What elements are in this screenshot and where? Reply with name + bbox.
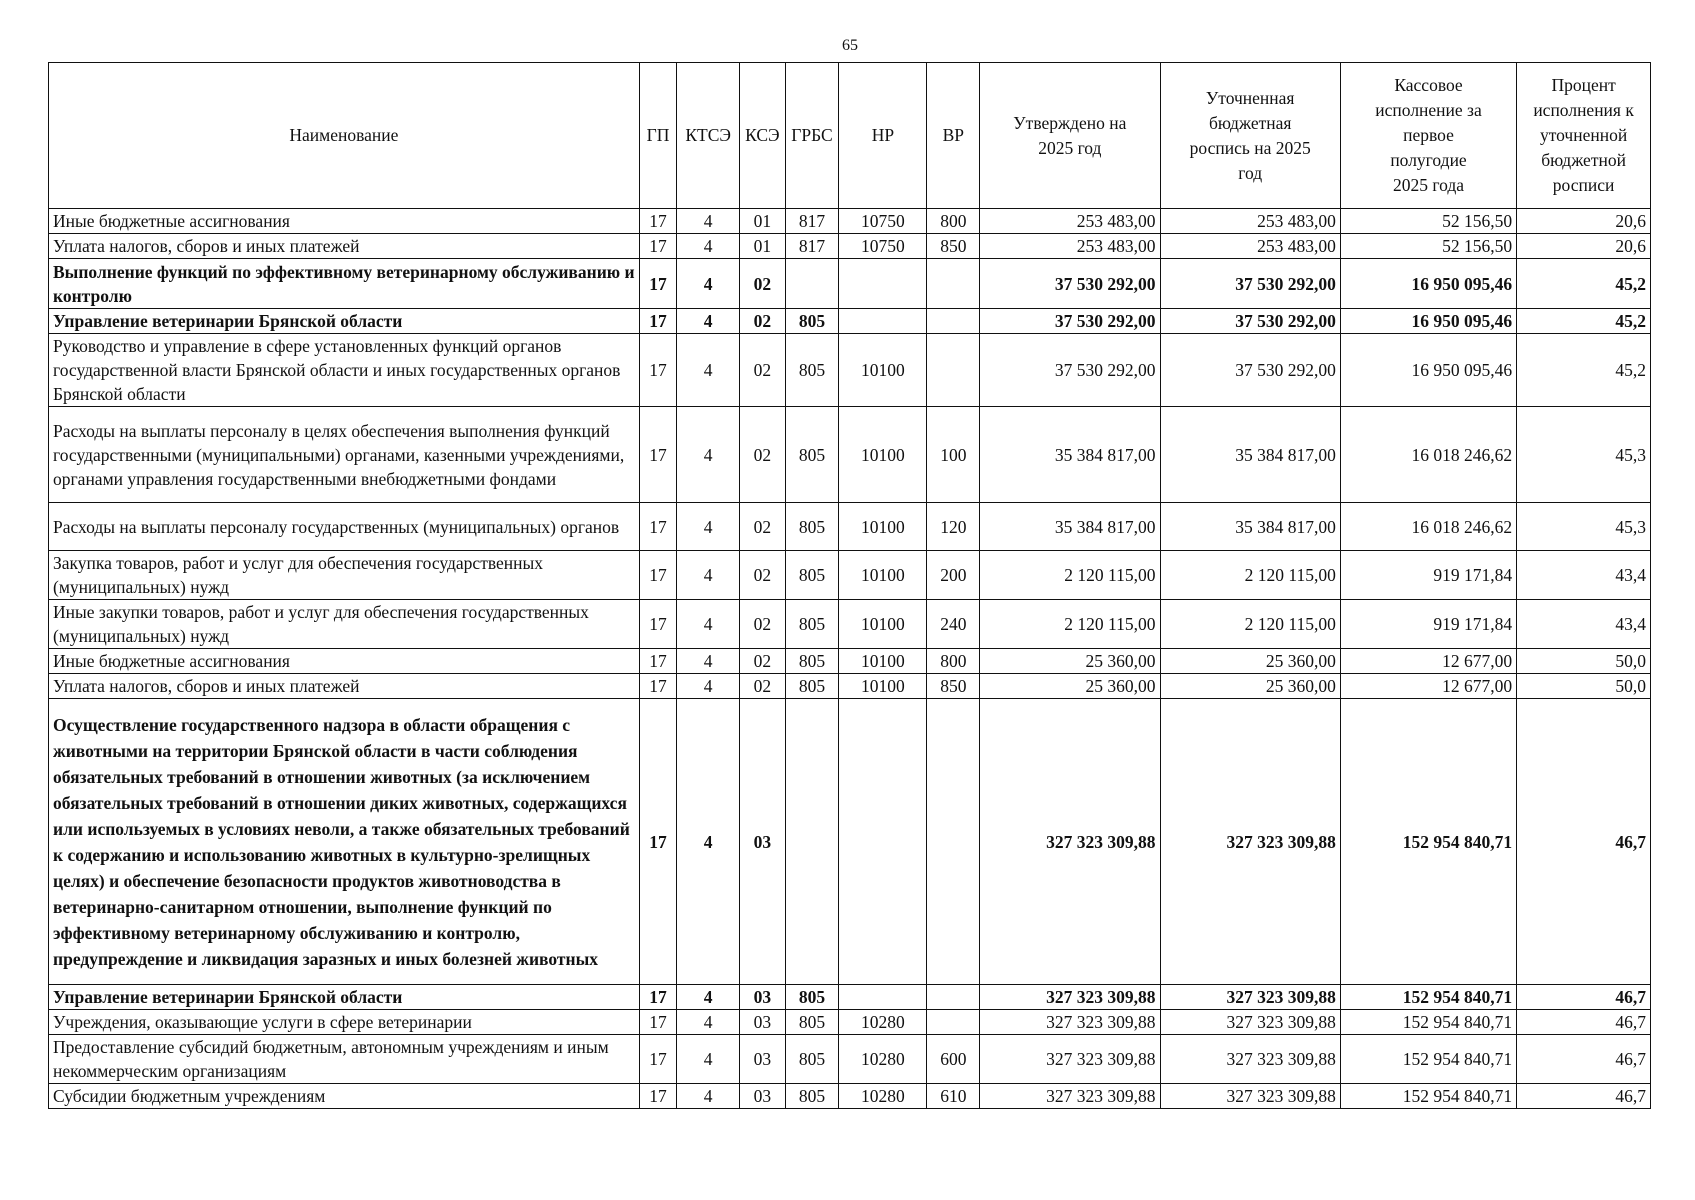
cell-ktse: 4 xyxy=(677,1010,740,1035)
cell-grbs: 817 xyxy=(785,209,839,234)
cell-name: Иные закупки товаров, работ и услуг для обеспечения государственных (муниципальных) нужд xyxy=(49,600,640,649)
table-row xyxy=(49,407,1651,503)
cell-refined: 25 360,00 xyxy=(1160,649,1340,674)
cell-percent: 43,4 xyxy=(1517,551,1651,600)
table-row xyxy=(49,674,1651,699)
cell-ktse: 4 xyxy=(677,674,740,699)
cell-np: 10100 xyxy=(839,503,927,551)
cell-grbs: 805 xyxy=(785,1010,839,1035)
cell-approved: 327 323 309,88 xyxy=(980,985,1160,1010)
cell-approved: 327 323 309,88 xyxy=(980,1010,1160,1035)
cell-approved: 25 360,00 xyxy=(980,649,1160,674)
cell-percent: 46,7 xyxy=(1517,985,1651,1010)
cell-kse: 02 xyxy=(740,503,786,551)
cell-percent: 46,7 xyxy=(1517,699,1651,985)
cell-percent: 45,3 xyxy=(1517,407,1651,503)
cell-cash: 152 954 840,71 xyxy=(1340,699,1516,985)
cell-vr: 850 xyxy=(927,234,980,259)
cell-kse: 01 xyxy=(740,234,786,259)
cell-refined: 35 384 817,00 xyxy=(1160,407,1340,503)
cell-name: Иные бюджетные ассигнования xyxy=(49,209,640,234)
cell-refined: 327 323 309,88 xyxy=(1160,1084,1340,1109)
cell-approved: 253 483,00 xyxy=(980,209,1160,234)
cell-percent: 46,7 xyxy=(1517,1084,1651,1109)
cell-name: Закупка товаров, работ и услуг для обеспечения государственных (муниципальных) нужд xyxy=(49,551,640,600)
cell-grbs: 805 xyxy=(785,551,839,600)
table-row xyxy=(49,649,1651,674)
cell-gp: 17 xyxy=(639,699,676,985)
cell-approved: 25 360,00 xyxy=(980,674,1160,699)
cell-kse: 02 xyxy=(740,407,786,503)
cell-cash: 12 677,00 xyxy=(1340,649,1516,674)
table-row xyxy=(49,503,1651,551)
cell-np: 10100 xyxy=(839,334,927,407)
cell-vr: 600 xyxy=(927,1035,980,1084)
table-row xyxy=(49,1035,1651,1084)
cell-vr: 100 xyxy=(927,407,980,503)
cell-approved: 327 323 309,88 xyxy=(980,699,1160,985)
cell-gp: 17 xyxy=(639,407,676,503)
cell-gp: 17 xyxy=(639,334,676,407)
table-body xyxy=(49,209,1651,1109)
cell-vr xyxy=(927,334,980,407)
cell-kse: 02 xyxy=(740,551,786,600)
cell-np: 10280 xyxy=(839,1035,927,1084)
page-number: 65 xyxy=(842,37,858,54)
cell-kse: 01 xyxy=(740,209,786,234)
header-percent: Процент исполнения к уточненной бюджетной росписи xyxy=(1517,63,1651,209)
cell-refined: 35 384 817,00 xyxy=(1160,503,1340,551)
cell-vr: 800 xyxy=(927,209,980,234)
cell-ktse: 4 xyxy=(677,1084,740,1109)
cell-vr xyxy=(927,985,980,1010)
cell-approved: 327 323 309,88 xyxy=(980,1035,1160,1084)
cell-approved: 37 530 292,00 xyxy=(980,259,1160,309)
cell-cash: 152 954 840,71 xyxy=(1340,1035,1516,1084)
cell-gp: 17 xyxy=(639,234,676,259)
cell-percent: 50,0 xyxy=(1517,649,1651,674)
cell-np: 10100 xyxy=(839,407,927,503)
cell-cash: 52 156,50 xyxy=(1340,209,1516,234)
cell-name: Уплата налогов, сборов и иных платежей xyxy=(49,674,640,699)
header-vr: ВР xyxy=(927,63,980,209)
cell-grbs xyxy=(785,259,839,309)
cell-percent: 46,7 xyxy=(1517,1010,1651,1035)
header-row xyxy=(49,63,1651,209)
cell-approved: 253 483,00 xyxy=(980,234,1160,259)
cell-ktse: 4 xyxy=(677,600,740,649)
cell-np xyxy=(839,259,927,309)
header-refined: Уточненная бюджетная роспись на 2025 год xyxy=(1160,63,1340,209)
header-ktse: КТСЭ xyxy=(677,63,740,209)
cell-cash: 16 018 246,62 xyxy=(1340,407,1516,503)
cell-ktse: 4 xyxy=(677,699,740,985)
cell-grbs: 805 xyxy=(785,503,839,551)
cell-refined: 327 323 309,88 xyxy=(1160,1010,1340,1035)
cell-ktse: 4 xyxy=(677,503,740,551)
cell-gp: 17 xyxy=(639,551,676,600)
cell-name: Расходы на выплаты персоналу государственных (муниципальных) органов xyxy=(49,503,640,551)
table-row xyxy=(49,259,1651,309)
cell-ktse: 4 xyxy=(677,649,740,674)
cell-cash: 16 018 246,62 xyxy=(1340,503,1516,551)
cell-gp: 17 xyxy=(639,209,676,234)
cell-percent: 50,0 xyxy=(1517,674,1651,699)
cell-refined: 37 530 292,00 xyxy=(1160,309,1340,334)
cell-kse: 03 xyxy=(740,1084,786,1109)
cell-np: 10100 xyxy=(839,600,927,649)
cell-name: Управление ветеринарии Брянской области xyxy=(49,309,640,334)
cell-name: Учреждения, оказывающие услуги в сфере ветеринарии xyxy=(49,1010,640,1035)
cell-approved: 37 530 292,00 xyxy=(980,334,1160,407)
cell-ktse: 4 xyxy=(677,407,740,503)
table-row xyxy=(49,1084,1651,1109)
table-row xyxy=(49,334,1651,407)
cell-ktse: 4 xyxy=(677,309,740,334)
cell-ktse: 4 xyxy=(677,985,740,1010)
cell-gp: 17 xyxy=(639,309,676,334)
cell-vr: 610 xyxy=(927,1084,980,1109)
budget-table xyxy=(48,62,1651,1109)
cell-ktse: 4 xyxy=(677,209,740,234)
header-np: НР xyxy=(839,63,927,209)
cell-refined: 253 483,00 xyxy=(1160,234,1340,259)
cell-vr xyxy=(927,1010,980,1035)
cell-np: 10750 xyxy=(839,234,927,259)
cell-cash: 52 156,50 xyxy=(1340,234,1516,259)
cell-name: Выполнение функций по эффективному ветеринарному обслуживанию и контролю xyxy=(49,259,640,309)
cell-refined: 25 360,00 xyxy=(1160,674,1340,699)
table-row xyxy=(49,209,1651,234)
cell-percent: 46,7 xyxy=(1517,1035,1651,1084)
cell-kse: 03 xyxy=(740,699,786,985)
cell-refined: 37 530 292,00 xyxy=(1160,259,1340,309)
cell-name: Расходы на выплаты персоналу в целях обеспечения выполнения функций государственными (муниципальными) органами, казенными учреждениями, органами управления государственными внебюджетными фондами xyxy=(49,407,640,503)
cell-gp: 17 xyxy=(639,649,676,674)
header-grbs: ГРБС xyxy=(785,63,839,209)
cell-cash: 919 171,84 xyxy=(1340,551,1516,600)
cell-gp: 17 xyxy=(639,674,676,699)
cell-percent: 45,2 xyxy=(1517,334,1651,407)
cell-vr: 850 xyxy=(927,674,980,699)
cell-grbs: 805 xyxy=(785,1035,839,1084)
header-cash: Кассовое исполнение за первое полугодие 2025 года xyxy=(1340,63,1516,209)
cell-cash: 12 677,00 xyxy=(1340,674,1516,699)
cell-vr xyxy=(927,259,980,309)
table-row xyxy=(49,985,1651,1010)
cell-percent: 45,3 xyxy=(1517,503,1651,551)
table-row xyxy=(49,1010,1651,1035)
header-kse: КСЭ xyxy=(740,63,786,209)
cell-vr: 120 xyxy=(927,503,980,551)
cell-kse: 03 xyxy=(740,1035,786,1084)
cell-grbs: 805 xyxy=(785,309,839,334)
cell-name: Субсидии бюджетным учреждениям xyxy=(49,1084,640,1109)
cell-kse: 02 xyxy=(740,600,786,649)
cell-percent: 20,6 xyxy=(1517,209,1651,234)
cell-grbs xyxy=(785,699,839,985)
cell-grbs: 805 xyxy=(785,334,839,407)
cell-refined: 37 530 292,00 xyxy=(1160,334,1340,407)
cell-grbs: 805 xyxy=(785,600,839,649)
cell-grbs: 805 xyxy=(785,1084,839,1109)
cell-refined: 327 323 309,88 xyxy=(1160,699,1340,985)
cell-np: 10100 xyxy=(839,674,927,699)
cell-vr: 200 xyxy=(927,551,980,600)
header-gp: ГП xyxy=(639,63,676,209)
cell-ktse: 4 xyxy=(677,234,740,259)
cell-gp: 17 xyxy=(639,503,676,551)
cell-cash: 16 950 095,46 xyxy=(1340,309,1516,334)
cell-approved: 35 384 817,00 xyxy=(980,407,1160,503)
cell-ktse: 4 xyxy=(677,334,740,407)
cell-approved: 2 120 115,00 xyxy=(980,551,1160,600)
cell-percent: 45,2 xyxy=(1517,309,1651,334)
cell-vr: 800 xyxy=(927,649,980,674)
cell-kse: 02 xyxy=(740,674,786,699)
cell-gp: 17 xyxy=(639,1035,676,1084)
table-row xyxy=(49,699,1651,985)
cell-grbs: 805 xyxy=(785,985,839,1010)
cell-np xyxy=(839,309,927,334)
cell-kse: 03 xyxy=(740,985,786,1010)
cell-percent: 45,2 xyxy=(1517,259,1651,309)
cell-name: Управление ветеринарии Брянской области xyxy=(49,985,640,1010)
cell-cash: 16 950 095,46 xyxy=(1340,259,1516,309)
cell-gp: 17 xyxy=(639,1084,676,1109)
table-row xyxy=(49,600,1651,649)
cell-gp: 17 xyxy=(639,1010,676,1035)
header-name: Наименование xyxy=(49,63,640,209)
header-approved: Утверждено на 2025 год xyxy=(980,63,1160,209)
cell-grbs: 805 xyxy=(785,407,839,503)
cell-cash: 152 954 840,71 xyxy=(1340,1084,1516,1109)
cell-approved: 2 120 115,00 xyxy=(980,600,1160,649)
table-row xyxy=(49,234,1651,259)
cell-np: 10100 xyxy=(839,649,927,674)
table-row xyxy=(49,551,1651,600)
cell-vr xyxy=(927,699,980,985)
cell-name: Предоставление субсидий бюджетным, автономным учреждениям и иным некоммерческим организациям xyxy=(49,1035,640,1084)
cell-cash: 152 954 840,71 xyxy=(1340,985,1516,1010)
cell-gp: 17 xyxy=(639,985,676,1010)
cell-vr xyxy=(927,309,980,334)
cell-np: 10750 xyxy=(839,209,927,234)
table-row xyxy=(49,309,1651,334)
cell-percent: 20,6 xyxy=(1517,234,1651,259)
cell-name: Осуществление государственного надзора в области обращения с животными на территории Брянской области в части соблюдения обязательных требований в отношении животных (за исключением обязательных требований в отношении диких животных, содержащихся или используемых в условиях неволи, а также обязательных требований к содержанию и использованию животных в культурно-зрелищных целях) и обеспечение безопасности продуктов животноводства в ветеринарно-санитарном отношении, выполнение функций по эффективному ветеринарному обслуживанию и контролю, предупреждение и ликвидация заразных и иных болезней животных xyxy=(49,699,640,985)
cell-vr: 240 xyxy=(927,600,980,649)
cell-grbs: 817 xyxy=(785,234,839,259)
cell-ktse: 4 xyxy=(677,259,740,309)
cell-ktse: 4 xyxy=(677,1035,740,1084)
cell-kse: 03 xyxy=(740,1010,786,1035)
cell-grbs: 805 xyxy=(785,674,839,699)
cell-cash: 16 950 095,46 xyxy=(1340,334,1516,407)
cell-name: Уплата налогов, сборов и иных платежей xyxy=(49,234,640,259)
cell-np: 10280 xyxy=(839,1084,927,1109)
cell-kse: 02 xyxy=(740,259,786,309)
cell-approved: 327 323 309,88 xyxy=(980,1084,1160,1109)
cell-refined: 2 120 115,00 xyxy=(1160,551,1340,600)
cell-approved: 35 384 817,00 xyxy=(980,503,1160,551)
cell-refined: 2 120 115,00 xyxy=(1160,600,1340,649)
cell-kse: 02 xyxy=(740,649,786,674)
cell-kse: 02 xyxy=(740,334,786,407)
cell-ktse: 4 xyxy=(677,551,740,600)
cell-np xyxy=(839,699,927,985)
cell-grbs: 805 xyxy=(785,649,839,674)
cell-name: Иные бюджетные ассигнования xyxy=(49,649,640,674)
cell-refined: 327 323 309,88 xyxy=(1160,1035,1340,1084)
cell-percent: 43,4 xyxy=(1517,600,1651,649)
cell-gp: 17 xyxy=(639,600,676,649)
cell-refined: 327 323 309,88 xyxy=(1160,985,1340,1010)
cell-approved: 37 530 292,00 xyxy=(980,309,1160,334)
cell-gp: 17 xyxy=(639,259,676,309)
cell-cash: 152 954 840,71 xyxy=(1340,1010,1516,1035)
cell-np: 10280 xyxy=(839,1010,927,1035)
cell-np xyxy=(839,985,927,1010)
cell-refined: 253 483,00 xyxy=(1160,209,1340,234)
cell-np: 10100 xyxy=(839,551,927,600)
cell-kse: 02 xyxy=(740,309,786,334)
cell-cash: 919 171,84 xyxy=(1340,600,1516,649)
cell-name: Руководство и управление в сфере установленных функций органов государственной власти Брянской области и иных государственных органов Брянской области xyxy=(49,334,640,407)
